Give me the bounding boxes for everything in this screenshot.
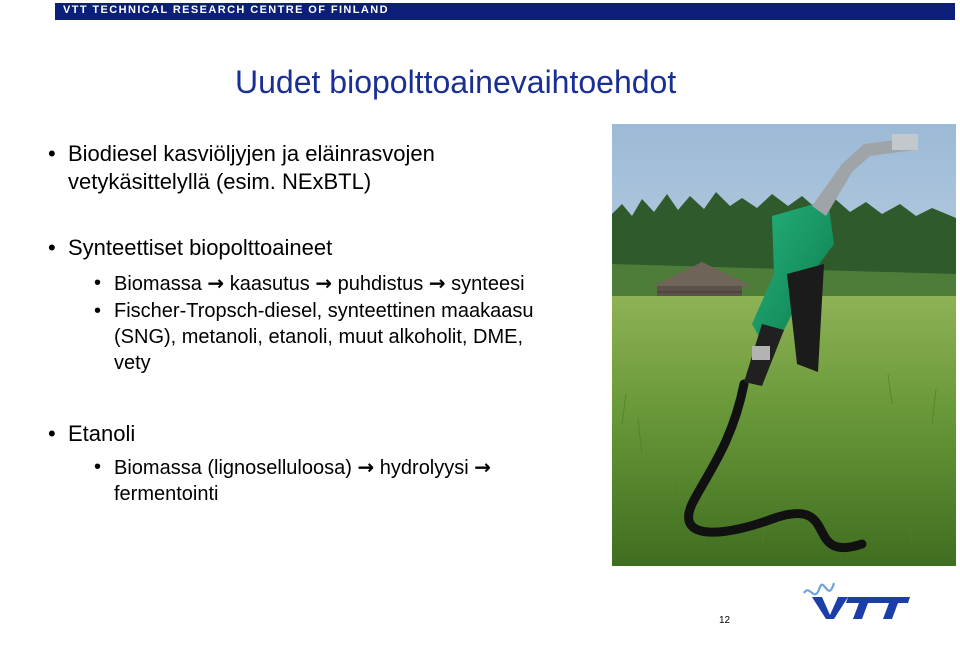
process-step: synteesi bbox=[451, 273, 525, 295]
fuel-nozzle-meadow-photo bbox=[612, 124, 956, 566]
vtt-logo bbox=[800, 575, 915, 620]
process-step: puhdistus bbox=[337, 273, 424, 295]
org-label: VTT TECHNICAL RESEARCH CENTRE OF FINLAND bbox=[63, 4, 389, 16]
bullet-icon: • bbox=[94, 300, 102, 322]
bullet-ethanol bbox=[48, 420, 588, 448]
bullet-icon: • bbox=[48, 235, 56, 260]
bullet-biodiesel bbox=[48, 140, 588, 196]
bullet-icon: • bbox=[94, 272, 102, 294]
sub-bullet-products bbox=[94, 298, 594, 376]
process-step: Biomassa bbox=[114, 273, 202, 295]
slide-title: Uudet biopolttoainevaihtoehdot bbox=[235, 64, 677, 100]
bullet-icon: • bbox=[94, 456, 102, 478]
page-number: 12 bbox=[719, 615, 731, 626]
arrow-icon: → bbox=[207, 271, 225, 295]
bullet-text-line: (SNG), metanoli, etanoli, muut alkoholit, DME, bbox=[114, 326, 524, 348]
bullet-text: Etanoli bbox=[68, 421, 136, 446]
sub-bullet-ethanol-process bbox=[94, 454, 594, 507]
arrow-icon: → bbox=[474, 455, 492, 479]
process-step: Biomassa (lignoselluloosa) bbox=[114, 457, 352, 479]
bullet-text: Synteettiset biopolttoaineet bbox=[68, 235, 333, 260]
header-bar bbox=[55, 3, 955, 20]
process-step: fermentointi bbox=[114, 483, 219, 505]
sub-bullet-process bbox=[94, 270, 594, 297]
arrow-icon: → bbox=[428, 271, 446, 295]
bullet-synthetic bbox=[48, 234, 588, 262]
bullet-text-line: vety bbox=[114, 352, 151, 374]
arrow-icon: → bbox=[315, 271, 333, 295]
bullet-icon: • bbox=[48, 141, 56, 166]
bullet-icon: • bbox=[48, 421, 56, 446]
bullet-text-line: Biodiesel kasviöljyjen ja eläinrasvojen bbox=[68, 141, 435, 166]
process-step: hydrolyysi bbox=[379, 457, 469, 479]
bullet-text-line: Fischer-Tropsch-diesel, synteettinen maakaasu bbox=[114, 300, 534, 322]
process-step: kaasutus bbox=[229, 273, 310, 295]
arrow-icon: → bbox=[357, 455, 375, 479]
bullet-text-line: vetykäsittelyllä (esim. NExBTL) bbox=[68, 169, 372, 194]
